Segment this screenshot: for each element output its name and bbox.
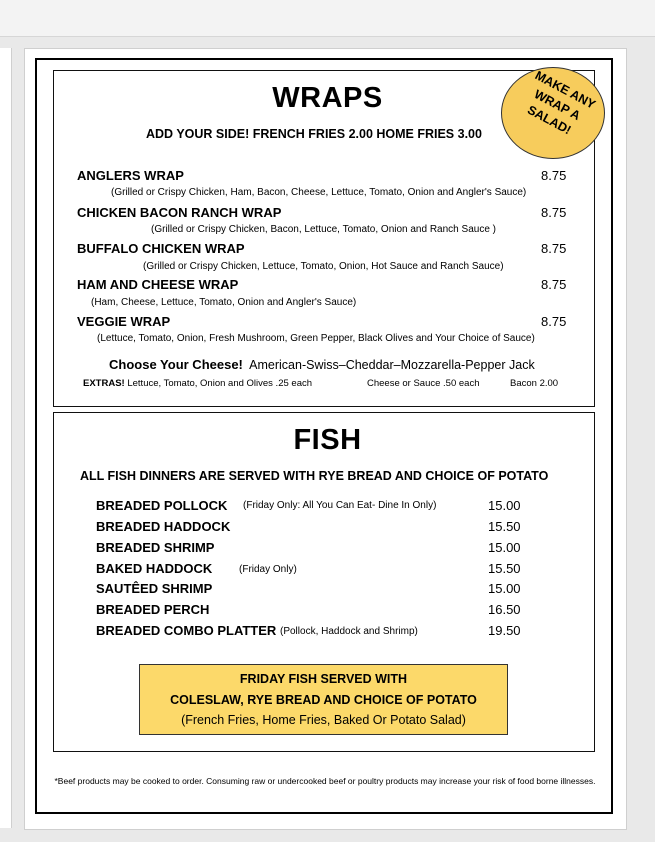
fish-item-name: BREADED COMBO PLATTER [96, 623, 277, 638]
extras-cheese-sauce: Cheese or Sauce .50 each [367, 378, 480, 389]
fish-item-name: BAKED HADDOCK [96, 561, 213, 576]
wrap-item-price: 8.75 [541, 314, 567, 329]
extras-veggies: Lettuce, Tomato, Onion and Olives .25 each [127, 378, 313, 389]
wrap-item-price: 8.75 [541, 168, 567, 183]
fish-item-price: 15.00 [488, 581, 521, 596]
wrap-item-desc: (Grilled or Crispy Chicken, Ham, Bacon, Cheese, Lettuce, Tomato, Onion and Angler's Sauce) [111, 187, 527, 198]
friday-line-1: FRIDAY FISH SERVED WITH [239, 672, 408, 686]
fish-item-price: 15.00 [488, 540, 521, 555]
cheese-choice [109, 357, 535, 372]
fish-item-price: 16.50 [488, 602, 521, 617]
wrap-item-price: 8.75 [541, 205, 567, 220]
health-disclaimer: *Beef products may be cooked to order. Consuming raw or undercooked beef or poultry products may increase your risk of food borne illnesses. [54, 776, 596, 786]
fish-title: FISH [293, 424, 362, 456]
friday-line-2: COLESLAW, RYE BREAD AND CHOICE OF POTATO [170, 693, 477, 707]
wrap-item-name: BUFFALO CHICKEN WRAP [77, 241, 245, 256]
extras-label: EXTRAS! [83, 378, 125, 389]
extras-bacon: Bacon 2.00 [510, 378, 559, 389]
fish-item-price: 15.50 [488, 561, 521, 576]
cheese-options: American-Swiss–Cheddar–Mozzarella-Pepper Jack [249, 358, 535, 372]
fish-item-price: 19.50 [488, 623, 521, 638]
wrap-item-name: HAM AND CHEESE WRAP [77, 277, 239, 292]
fish-item-note: (Pollock, Haddock and Shrimp) [280, 626, 418, 637]
wrap-item-desc: (Grilled or Crispy Chicken, Lettuce, Tomato, Onion, Hot Sauce and Ranch Sauce) [143, 261, 504, 272]
fish-item-note: (Friday Only) [239, 564, 297, 575]
wrap-item-name: VEGGIE WRAP [77, 314, 171, 329]
viewer-toolbar [0, 0, 655, 37]
wrap-item-desc: (Ham, Cheese, Lettuce, Tomato, Onion and Angler's Sauce) [91, 297, 357, 308]
fish-item-name: BREADED SHRIMP [96, 540, 215, 555]
wrap-item-desc: (Grilled or Crispy Chicken, Bacon, Lettuce, Tomato, Onion and Ranch Sauce ) [151, 224, 496, 235]
wraps-title: WRAPS [272, 82, 383, 114]
fish-item-name: BREADED PERCH [96, 602, 210, 617]
cheese-label: Choose Your Cheese! [109, 357, 243, 372]
fish-item-name: BREADED HADDOCK [96, 519, 231, 534]
wrap-item-price: 8.75 [541, 241, 567, 256]
wrap-item-name: CHICKEN BACON RANCH WRAP [77, 205, 282, 220]
fish-item-note: (Friday Only: All You Can Eat- Dine In Only) [243, 500, 437, 511]
friday-fish-callout [139, 664, 508, 735]
wraps-subtitle: ADD YOUR SIDE! FRENCH FRIES 2.00 HOME FRIES 3.00 [146, 127, 482, 141]
fish-subtitle: ALL FISH DINNERS ARE SERVED WITH RYE BREAD AND CHOICE OF POTATO [80, 469, 549, 483]
fish-item-price: 15.50 [488, 519, 521, 534]
wrap-item-price: 8.75 [541, 277, 567, 292]
fish-item-price: 15.00 [488, 498, 521, 513]
wrap-item-desc: (Lettuce, Tomato, Onion, Fresh Mushroom, Green Pepper, Black Olives and Your Choice of Sauce) [97, 333, 535, 344]
fish-item-name: SAUTÊED SHRIMP [96, 581, 213, 596]
extras-line [83, 378, 312, 389]
wrap-item-name: ANGLERS WRAP [77, 168, 184, 183]
fish-item-name: BREADED POLLOCK [96, 498, 228, 513]
friday-line-3: (French Fries, Home Fries, Baked Or Potato Salad) [181, 713, 466, 727]
salad-badge-text: MAKE ANY WRAP A SALAD! [525, 68, 598, 138]
